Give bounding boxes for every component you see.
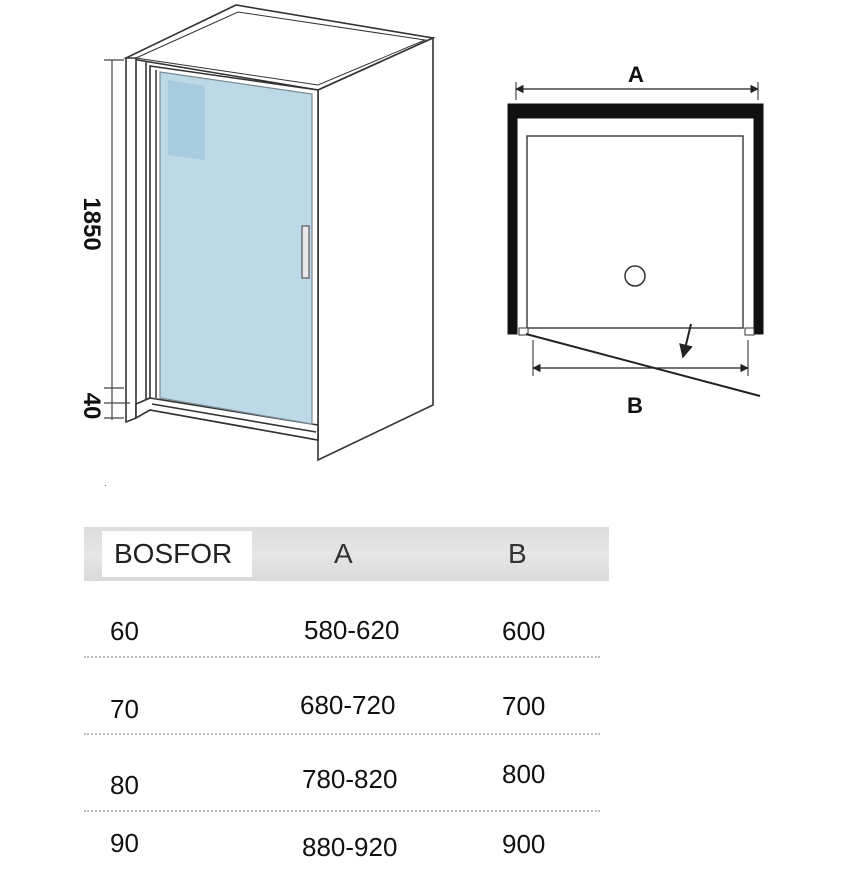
row-divider	[84, 810, 600, 812]
door-handle-icon	[302, 226, 309, 278]
brand-name: BOSFOR	[102, 531, 252, 577]
drain-icon	[625, 266, 645, 286]
stray-dot: .	[104, 478, 107, 489]
plan-dimension-a-label: A	[628, 62, 644, 87]
base-height-label: 40	[78, 392, 105, 420]
row-size: 80	[110, 770, 139, 800]
row-a-range: 780-820	[302, 764, 398, 794]
row-b-value: 600	[502, 616, 546, 646]
row-a-range: 580-620	[304, 615, 400, 645]
row-size: 60	[110, 616, 139, 646]
column-header-a: A	[334, 538, 353, 569]
row-b-value: 900	[502, 829, 546, 859]
plan-dimension-b-label: B	[627, 393, 643, 418]
table-header	[84, 527, 609, 581]
row-divider	[84, 656, 600, 658]
row-a-range: 880-920	[302, 832, 398, 862]
door-swing-line	[526, 334, 760, 396]
row-size: 70	[110, 694, 139, 724]
door-swing-arrow-icon	[683, 324, 691, 357]
row-b-value: 700	[502, 691, 546, 721]
row-divider	[84, 733, 600, 735]
row-b-value: 800	[502, 759, 546, 789]
shower-plan-view	[508, 82, 763, 396]
row-size: 90	[110, 828, 139, 858]
glass-reflection	[168, 80, 205, 160]
height-label: 1850	[78, 197, 105, 251]
row-a-range: 680-720	[300, 690, 396, 720]
column-header-b: B	[508, 538, 527, 569]
